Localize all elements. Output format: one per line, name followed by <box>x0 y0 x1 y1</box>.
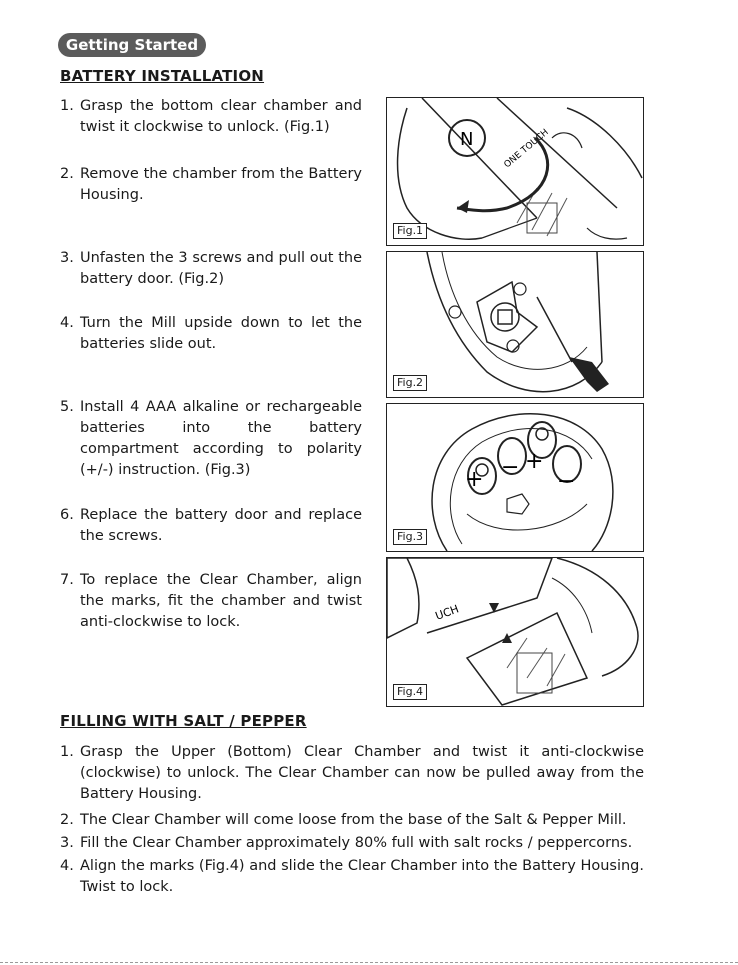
filling-step-4 <box>60 856 644 898</box>
filling-step-2 <box>60 810 644 831</box>
step-text: Install 4 AAA alkaline or rechargeable batteries into the battery compartment according to polarity (+/-) instruction. (Fig.3) <box>80 399 362 478</box>
figure-1 <box>386 97 644 246</box>
step-text: To replace the Clear Chamber, align the marks, fit the chamber and twist anti-clockwise to lock. <box>80 572 362 630</box>
battery-heading: BATTERY INSTALLATION <box>60 67 265 85</box>
filling-step-3 <box>60 833 644 854</box>
step-number: 6. <box>60 507 74 523</box>
fig4-label: Fig.4 <box>393 684 427 700</box>
step-text: Grasp the bottom clear chamber and twist it clockwise to unlock. (Fig.1) <box>80 98 362 135</box>
step-text: The Clear Chamber will come loose from the base of the Salt & Pepper Mill. <box>80 812 627 828</box>
battery-step-5 <box>60 397 362 481</box>
step-number: 4. <box>60 315 74 331</box>
step-text: Unfasten the 3 screws and pull out the battery door. (Fig.2) <box>80 250 362 287</box>
fig3-plus-glyph: + <box>465 467 484 492</box>
battery-step-3 <box>60 248 362 290</box>
fig3-minus-glyph: − <box>501 455 520 480</box>
step-number: 1. <box>60 744 74 760</box>
figure-3 <box>386 403 644 552</box>
step-number: 4. <box>60 858 74 874</box>
battery-step-4 <box>60 313 362 355</box>
battery-step-6 <box>60 505 362 547</box>
step-text: Align the marks (Fig.4) and slide the Clear Chamber into the Battery Housing. Twist to lock. <box>80 858 644 895</box>
step-number: 2. <box>60 812 74 828</box>
filling-heading: FILLING WITH SALT / PEPPER <box>60 712 307 730</box>
fig3-plus-glyph: + <box>525 449 544 474</box>
step-number: 3. <box>60 835 74 851</box>
filling-step-1 <box>60 742 644 805</box>
step-text: Replace the battery door and replace the screws. <box>80 507 362 544</box>
step-number: 7. <box>60 572 74 588</box>
battery-step-1 <box>60 96 362 138</box>
figure-4 <box>386 557 644 707</box>
fig3-label: Fig.3 <box>393 529 427 545</box>
step-text: Fill the Clear Chamber approximately 80% full with salt rocks / peppercorns. <box>80 835 633 851</box>
fig2-label: Fig.2 <box>393 375 427 391</box>
figure-2 <box>386 251 644 398</box>
step-text: Turn the Mill upside down to let the batteries slide out. <box>80 315 362 352</box>
section-pill: Getting Started <box>58 33 206 57</box>
fig4-brand: UCH <box>433 602 461 623</box>
fig1-label: Fig.1 <box>393 223 427 239</box>
step-text: Grasp the Upper (Bottom) Clear Chamber and twist it anti-clockwise (clockwise) to unlock. The Clear Chamber can now be pulled away from the Battery Housing. <box>80 744 644 802</box>
fig3-minus-glyph: − <box>557 469 576 494</box>
step-number: 3. <box>60 250 74 266</box>
step-text: Remove the chamber from the Battery Housing. <box>80 166 362 203</box>
fig1-logo-glyph: N <box>460 129 474 150</box>
step-number: 1. <box>60 98 74 114</box>
battery-step-7 <box>60 570 362 633</box>
step-number: 2. <box>60 166 74 182</box>
fig1-brand: ONE TOUCH <box>502 127 551 171</box>
battery-step-2 <box>60 164 362 206</box>
step-number: 5. <box>60 399 74 415</box>
page-bottom-rule <box>0 962 738 963</box>
